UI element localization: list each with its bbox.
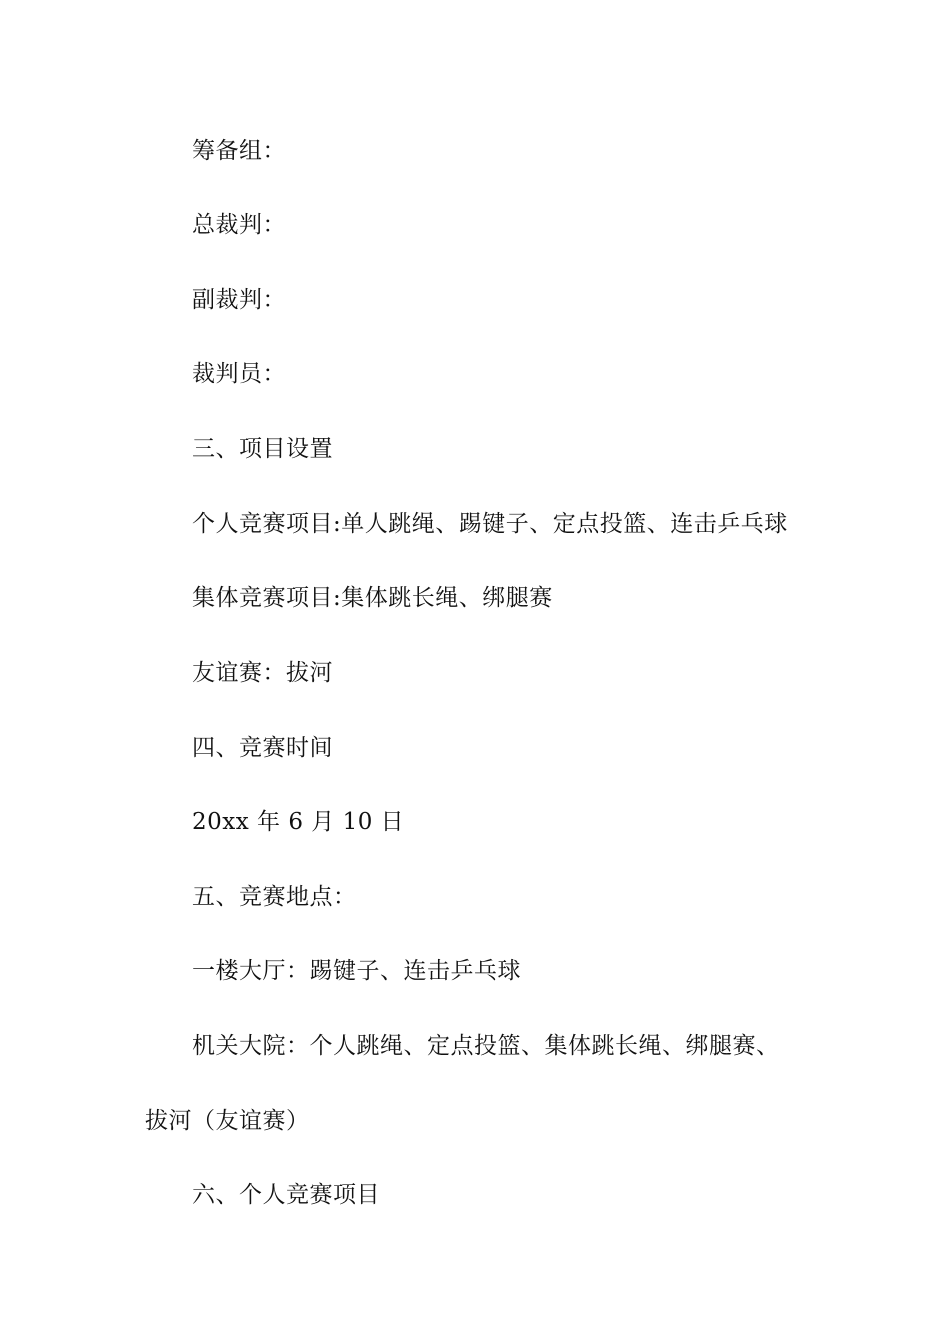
venue-courtyard-line: 机关大院：个人跳绳、定点投篮、集体跳长绳、绑腿赛、: [192, 1033, 780, 1059]
organizing-group-label: 筹备组：: [192, 138, 286, 164]
individual-events-line: 个人竞赛项目:单人跳绳、踢键子、定点投篮、连击乒乓球: [192, 511, 788, 537]
friendly-match-line: 友谊赛：拔河: [192, 660, 333, 686]
section-heading-individual: 六、个人竞赛项目: [192, 1182, 380, 1208]
section-heading-time: 四、竞赛时间: [192, 735, 333, 761]
chief-referee-label: 总裁判：: [192, 212, 286, 238]
deputy-referee-label: 副裁判：: [192, 287, 286, 313]
referee-staff-label: 裁判员：: [192, 361, 286, 387]
competition-date: 20xx 年 6 月 10 日: [192, 809, 405, 835]
section-heading-events: 三、项目设置: [192, 436, 333, 462]
venue-lobby-line: 一楼大厅：踢键子、连击乒乓球: [192, 958, 521, 984]
section-heading-venue: 五、竞赛地点：: [192, 884, 357, 910]
team-events-line: 集体竞赛项目:集体跳长绳、绑腿赛: [192, 585, 553, 611]
venue-courtyard-continuation: 拔河（友谊赛）: [145, 1108, 310, 1134]
